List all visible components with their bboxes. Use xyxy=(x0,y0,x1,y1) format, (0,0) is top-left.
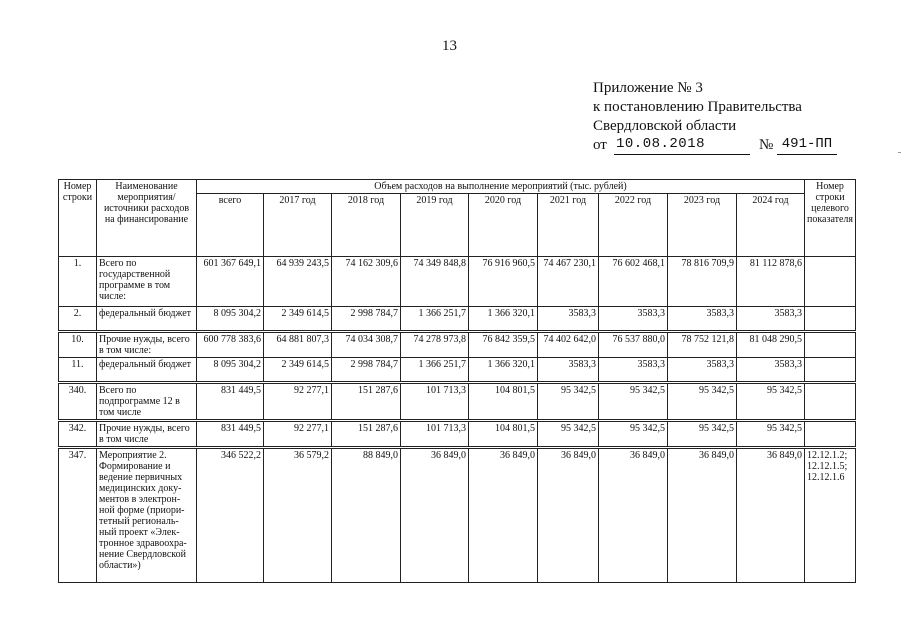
year-value-cell: 36 849,0 xyxy=(668,448,737,583)
target-indicator-cell xyxy=(805,307,856,332)
total-cell: 831 449,5 xyxy=(197,383,264,421)
year-value-cell: 36 849,0 xyxy=(599,448,668,583)
year-value-cell: 74 034 308,7 xyxy=(332,332,401,358)
number-label: № xyxy=(759,137,774,153)
row-number-cell: 1. xyxy=(59,257,97,307)
resolution-number: 491-ПП xyxy=(777,135,837,155)
year-value-cell: 36 849,0 xyxy=(469,448,538,583)
year-value-cell: 101 713,3 xyxy=(401,421,469,448)
year-value-cell: 74 278 973,8 xyxy=(401,332,469,358)
year-value-cell: 2 998 784,7 xyxy=(332,358,401,383)
year-value-cell: 151 287,6 xyxy=(332,383,401,421)
header-total: всего xyxy=(197,194,264,257)
total-cell: 8 095 304,2 xyxy=(197,307,264,332)
year-value-cell: 88 849,0 xyxy=(332,448,401,583)
year-value-cell: 2 998 784,7 xyxy=(332,307,401,332)
year-value-cell: 3583,3 xyxy=(599,358,668,383)
year-value-cell: 64 881 807,3 xyxy=(264,332,332,358)
row-name-cell: федеральный бюджет xyxy=(97,307,197,332)
year-value-cell: 1 366 251,7 xyxy=(401,307,469,332)
year-value-cell: 92 277,1 xyxy=(264,383,332,421)
year-value-cell: 78 752 121,8 xyxy=(668,332,737,358)
year-value-cell: 3583,3 xyxy=(737,358,805,383)
header-year: 2018 год xyxy=(332,194,401,257)
year-value-cell: 95 342,5 xyxy=(668,421,737,448)
year-value-cell: 95 342,5 xyxy=(599,421,668,448)
header-year: 2020 год xyxy=(469,194,538,257)
year-value-cell: 151 287,6 xyxy=(332,421,401,448)
year-value-cell: 2 349 614,5 xyxy=(264,358,332,383)
table-row xyxy=(59,307,856,332)
row-number-cell: 342. xyxy=(59,421,97,448)
header-year: 2022 год xyxy=(599,194,668,257)
year-value-cell: 1 366 251,7 xyxy=(401,358,469,383)
row-name-cell: федеральный бюджет xyxy=(97,358,197,383)
target-indicator-cell xyxy=(805,383,856,421)
year-value-cell: 76 916 960,5 xyxy=(469,257,538,307)
appendix-date-line xyxy=(593,136,833,155)
year-value-cell: 3583,3 xyxy=(599,307,668,332)
resolution-date: 10.08.2018 xyxy=(614,135,750,155)
target-indicator-cell xyxy=(805,358,856,383)
table-row xyxy=(59,332,856,358)
header-name: Наименование мероприятия/ источники расходов на финансирование xyxy=(97,180,197,257)
year-value-cell: 36 849,0 xyxy=(401,448,469,583)
total-cell: 601 367 649,1 xyxy=(197,257,264,307)
target-indicator-cell xyxy=(805,257,856,307)
year-value-cell: 104 801,5 xyxy=(469,421,538,448)
expenditure-table xyxy=(58,179,856,583)
year-value-cell: 3583,3 xyxy=(538,358,599,383)
year-value-cell: 76 602 468,1 xyxy=(599,257,668,307)
year-value-cell: 92 277,1 xyxy=(264,421,332,448)
row-name-cell: Прочие нужды, всего в том числе: xyxy=(97,332,197,358)
year-value-cell: 95 342,5 xyxy=(668,383,737,421)
page-number: 13 xyxy=(442,38,457,54)
year-value-cell: 3583,3 xyxy=(668,358,737,383)
year-value-cell: 2 349 614,5 xyxy=(264,307,332,332)
year-value-cell: 78 816 709,9 xyxy=(668,257,737,307)
year-value-cell: 104 801,5 xyxy=(469,383,538,421)
header-year: 2017 год xyxy=(264,194,332,257)
total-cell: 8 095 304,2 xyxy=(197,358,264,383)
from-label: от xyxy=(593,137,607,153)
year-value-cell: 3583,3 xyxy=(668,307,737,332)
target-indicator-cell: 12.12.1.2; 12.12.1.5; 12.12.1.6 xyxy=(805,448,856,583)
year-value-cell: 101 713,3 xyxy=(401,383,469,421)
row-name-cell: Всего по государственной программе в том числе: xyxy=(97,257,197,307)
row-number-cell: 10. xyxy=(59,332,97,358)
year-value-cell: 81 112 878,6 xyxy=(737,257,805,307)
header-year: 2019 год xyxy=(401,194,469,257)
table-row xyxy=(59,421,856,448)
year-value-cell: 76 842 359,5 xyxy=(469,332,538,358)
total-cell: 346 522,2 xyxy=(197,448,264,583)
target-indicator-cell xyxy=(805,332,856,358)
table-row xyxy=(59,383,856,421)
total-cell: 831 449,5 xyxy=(197,421,264,448)
table-row xyxy=(59,358,856,383)
year-value-cell: 74 162 309,6 xyxy=(332,257,401,307)
row-number-cell: 2. xyxy=(59,307,97,332)
table-header-row xyxy=(59,180,856,194)
row-number-cell: 340. xyxy=(59,383,97,421)
year-value-cell: 95 342,5 xyxy=(538,383,599,421)
header-row-number: Номер строки xyxy=(59,180,97,257)
header-target: Номер строки целевого показателя xyxy=(805,180,856,257)
header-year: 2021 год xyxy=(538,194,599,257)
year-value-cell: 36 849,0 xyxy=(737,448,805,583)
appendix-header xyxy=(593,79,833,155)
year-value-cell: 95 342,5 xyxy=(538,421,599,448)
table-row xyxy=(59,448,856,583)
header-year: 2023 год xyxy=(668,194,737,257)
target-indicator-cell xyxy=(805,421,856,448)
year-value-cell: 95 342,5 xyxy=(737,383,805,421)
year-value-cell: 81 048 290,5 xyxy=(737,332,805,358)
table-row xyxy=(59,257,856,307)
year-value-cell: 1 366 320,1 xyxy=(469,307,538,332)
header-volume: Объем расходов на выполнение мероприятий (тыс. рублей) xyxy=(197,180,805,194)
year-value-cell: 95 342,5 xyxy=(599,383,668,421)
year-value-cell: 36 849,0 xyxy=(538,448,599,583)
appendix-resolution: к постановлению Правительства xyxy=(593,99,802,115)
header-year: 2024 год xyxy=(737,194,805,257)
year-value-cell: 74 467 230,1 xyxy=(538,257,599,307)
year-value-cell: 64 939 243,5 xyxy=(264,257,332,307)
row-name-cell: Всего по подпрограмме 12 в том числе xyxy=(97,383,197,421)
margin-mark xyxy=(898,152,901,153)
row-number-cell: 347. xyxy=(59,448,97,583)
year-value-cell: 74 402 642,0 xyxy=(538,332,599,358)
row-name-cell: Прочие нужды, всего в том числе xyxy=(97,421,197,448)
row-number-cell: 11. xyxy=(59,358,97,383)
year-value-cell: 74 349 848,8 xyxy=(401,257,469,307)
year-value-cell: 76 537 880,0 xyxy=(599,332,668,358)
row-name-cell: Мероприятие 2. Формирование и ведение первичных медицинских доку- ментов в электрон- ной форме (приори- тетный региональ- ный проект «Элек- тронное здравоохра- нение Свердловской области») xyxy=(97,448,197,583)
year-value-cell: 36 579,2 xyxy=(264,448,332,583)
year-value-cell: 3583,3 xyxy=(737,307,805,332)
appendix-region: Свердловской области xyxy=(593,118,737,134)
year-value-cell: 3583,3 xyxy=(538,307,599,332)
total-cell: 600 778 383,6 xyxy=(197,332,264,358)
appendix-title: Приложение № 3 xyxy=(593,80,703,96)
year-value-cell: 95 342,5 xyxy=(737,421,805,448)
year-value-cell: 1 366 320,1 xyxy=(469,358,538,383)
